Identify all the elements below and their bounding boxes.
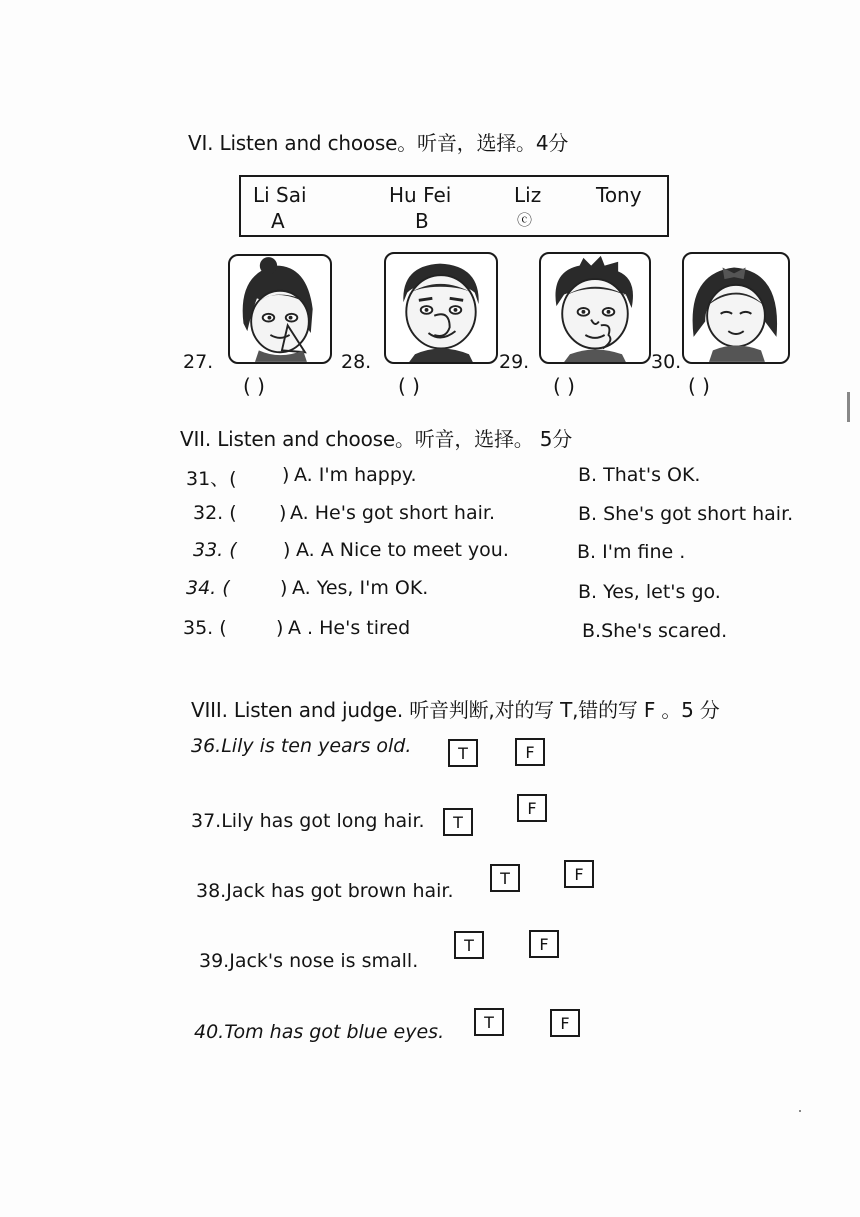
choice-option-b: B.She's scared. [582, 620, 728, 642]
choice-option-a: A. He's got short hair. [290, 502, 495, 524]
false-box[interactable]: F [517, 794, 547, 822]
name-option: Liz [514, 183, 542, 207]
girl-with-bow-icon [682, 252, 790, 364]
answer-blank[interactable]: ( ) [243, 374, 265, 398]
name-letter: A [271, 209, 285, 233]
judge-statement: 39.Jack's nose is small. [199, 950, 419, 972]
choice-option-b: B. She's got short hair. [578, 503, 794, 525]
question-number: 29. [499, 351, 530, 373]
choice-option-a: A. A Nice to meet you. [296, 539, 509, 561]
section-7-heading: VII. Listen and choose。听音，选择。 5分 [180, 427, 573, 451]
true-box[interactable]: T [454, 931, 484, 959]
choice-number: 34. ( [186, 577, 230, 599]
choice-option-b: B. Yes, let's go. [578, 581, 721, 603]
choice-number: 31、( [186, 468, 237, 490]
answer-blank[interactable]: ( ) [553, 374, 575, 398]
false-box[interactable]: F [550, 1009, 580, 1037]
name-option: Hu Fei [389, 183, 452, 207]
true-box[interactable]: T [474, 1008, 504, 1036]
name-option: Tony [596, 183, 642, 207]
choice-paren-close: ) [279, 502, 287, 524]
choice-number: 33. ( [193, 539, 237, 561]
section-6-heading: VI. Listen and choose。听音，选择。4分 [188, 131, 569, 155]
true-box[interactable]: T [490, 864, 520, 892]
name-letter: B [415, 209, 429, 233]
boy-spiky-hair-icon [539, 252, 651, 364]
judge-statement: 37.Lily has got long hair. [191, 810, 425, 832]
name-option: Li Sai [253, 183, 307, 207]
choice-paren-close: ) [276, 617, 284, 639]
choice-number: 32. ( [193, 502, 237, 524]
section-8-heading: VIII. Listen and judge. 听音判断,对的写 T,错的写 F 。5 分 [191, 698, 720, 722]
choice-option-a: A . He's tired [288, 617, 411, 639]
choice-paren-close: ) [283, 539, 291, 561]
false-box[interactable]: F [564, 860, 594, 888]
boy-face-icon [384, 252, 498, 364]
choice-option-b: B. I'm fine . [577, 541, 686, 563]
question-number: 28. [341, 351, 372, 373]
choice-paren-close: ) [280, 577, 288, 599]
name-letter: ⓒ [517, 211, 533, 229]
judge-statement: 40.Tom has got blue eyes. [194, 1021, 445, 1043]
false-box[interactable]: F [515, 738, 545, 766]
choice-option-b: B. That's OK. [578, 464, 701, 486]
true-box[interactable]: T [443, 808, 473, 836]
name-options-box [239, 175, 669, 237]
true-box[interactable]: T [448, 739, 478, 767]
choice-option-a: A. Yes, I'm OK. [292, 577, 429, 599]
choice-paren-close: ) [282, 464, 290, 486]
girl-with-ponytail-icon [228, 254, 332, 364]
scan-mark [847, 392, 850, 422]
question-number: 30. [651, 351, 682, 373]
choice-option-a: A. I'm happy. [294, 464, 417, 486]
choice-number: 35. ( [183, 617, 227, 639]
answer-blank[interactable]: ( ) [398, 374, 420, 398]
judge-statement: 38.Jack has got brown hair. [196, 880, 454, 902]
question-number: 27. [183, 351, 214, 373]
judge-statement: 36.Lily is ten years old. [191, 735, 412, 757]
false-box[interactable]: F [529, 930, 559, 958]
scan-mark [799, 1110, 801, 1112]
answer-blank[interactable]: ( ) [688, 374, 710, 398]
